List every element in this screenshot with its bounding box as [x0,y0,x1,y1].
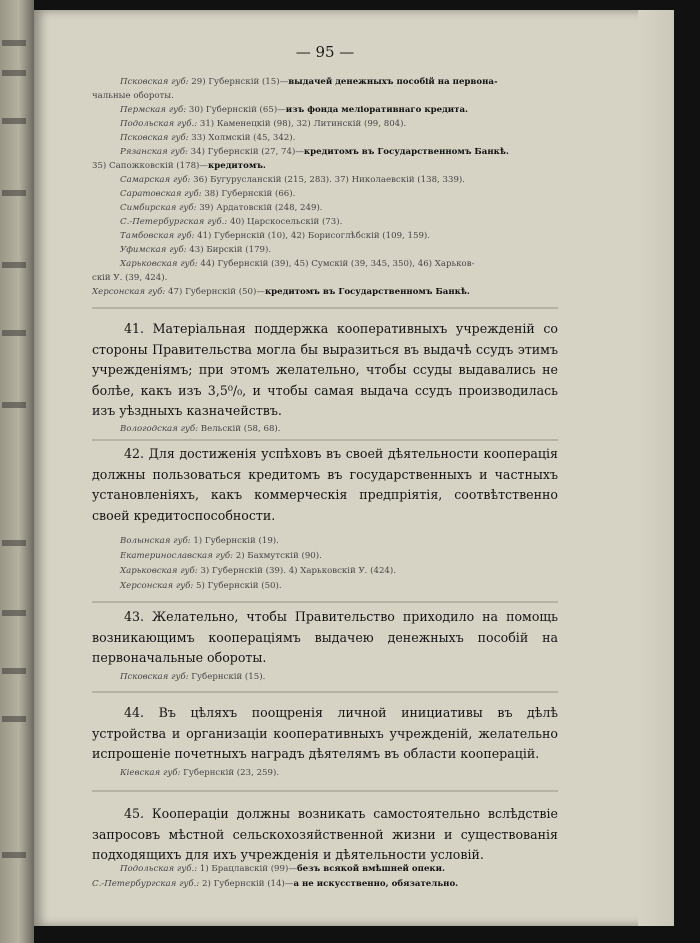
ref-line: Волынская губ: 1) Губернскій (19). [120,536,279,546]
resolution-text: 43. Желательно, чтобы Правительство приходило на помощь возникающимъ кооперацiямъ выдачею денежныхъ пособій на первоначальные обороты. [92,609,558,665]
resolution-42 [92,444,558,526]
ref-line: Рязанская губ: 34) Губернскій (27, 74)—кредитомъ въ Государственномъ Банкѣ. [120,147,509,157]
resolution-41 [92,319,558,422]
ref-line: чальные обороты. [92,91,174,101]
ref-line: Херсонская губ: 47) Губернскій (50)—кредитомъ въ Государственномъ Банкѣ. [92,287,470,297]
resolution-text: 44. Въ цѣляхъ поощренія личной инициативы въ дѣлѣ устройства и организаціи кооперативныхъ учрежденій, желательно испрошеніе почетныхъ наградъ дѣятелямъ въ области кооперацій. [92,705,558,761]
ref-line: Псковская губ: 33) Холмскій (45, 342). [120,133,296,143]
section-divider [92,307,558,309]
section-divider [92,691,558,693]
ref-line: Псковская губ: 29) Губернскій (15)—выдачей денежныхъ пособій на первона- [120,77,498,87]
resolution-45 [92,804,558,866]
resolution-44 [92,703,558,765]
ref-line: Харьковская губ: 44) Губернскій (39), 45) Сумскій (39, 345, 350), 46) Харьков- [120,259,475,269]
left-page-edge [0,0,34,943]
resolution-text: 41. Матеріальная поддержка кооперативныхъ учрежденій со стороны Правительства могла бы выразиться въ выдачѣ ссудъ этимъ учрежденіямъ; при этомъ желательно, чтобы ссуды выдавались не болѣе, какъ изъ 3,5⁰/₀, и чтобы самая выдача ссудъ производилась изъ уѣздныхъ казначействъ. [92,321,558,418]
resolution-text: 42. Для достиженія успѣховъ въ своей дѣятельности кооперація должны пользоваться кредитомъ въ государственныхъ и частныхъ установленіяхъ, какъ коммерческія предпріятія, соотвѣтственно своей кредитоспособности. [92,446,558,523]
ref-line: С.-Петербургская губ.: 40) Царскосельскій (73). [120,217,343,227]
page-fore-edge [638,10,674,926]
ref-line: Подольская губ.: 1) Брацлавскій (99)—безъ всякой вмѣшней опеки. [120,864,445,874]
ref-line: Екатеринославская губ: 2) Бахмутскій (90). [120,551,322,561]
ref-line: С.-Петербургская губ.: 2) Губернскій (14)—а не искусственно, обязательно. [92,879,459,889]
page-number: — 95 — [295,43,355,61]
section-divider [92,790,558,792]
ref-line: Подольская губ.: 31) Каменецкій (98), 32) Литинскій (99, 804). [120,119,407,129]
ref-line: Саратовская губ: 38) Губернскій (66). [120,189,296,199]
ref-line: Кіевская губ: Губернскій (23, 259). [120,768,280,778]
resolution-43 [92,607,558,669]
ref-line: скій У. (39, 424). [92,273,168,283]
ref-line: Вологодская губ: Вельскій (58, 68). [120,424,281,434]
ref-line: Херсонская губ: 5) Губернскій (50). [120,581,282,591]
ref-line: Тамбовская губ: 41) Губернскій (10), 42) Борисоглѣбскій (109, 159). [120,231,430,241]
ref-line: Харьковская губ: 3) Губернскій (39). 4) Харьковскій У. (424). [120,566,396,576]
section-divider [92,601,558,603]
book-page [34,10,674,926]
ref-line: Уфимская губ: 43) Бирскій (179). [120,245,272,255]
ref-line: Симбирская губ: 39) Ардатовскій (248, 249). [120,203,323,213]
ref-line: Псковская губ: Губернскій (15). [120,672,266,682]
ref-line: Самарская губ: 36) Бугурусланскій (215, 283). 37) Николаевскій (138, 339). [120,175,466,185]
ref-line: Пермская губ: 30) Губернскій (65)—изъ фонда меліоративнаго кредита. [120,105,469,115]
section-divider [92,439,558,441]
resolution-text: 45. Кооперацiи должны возникать самостоятельно вслѣдствіе запросовъ мѣстной сельскохозяйственной жизни и существованія подходящихъ для ихъ учрежденія и дѣятельности условій. [92,806,558,862]
ref-line: 35) Сапожковскій (178)—кредитомъ. [92,161,266,171]
